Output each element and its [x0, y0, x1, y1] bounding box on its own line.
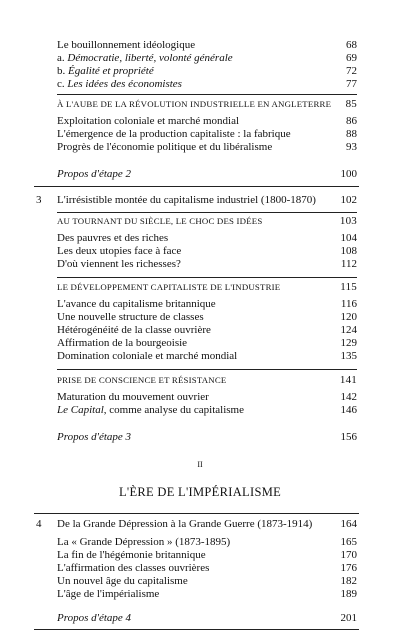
toc-entry-text: Exploitation coloniale et marché mondial	[57, 115, 240, 127]
toc-entry-page: 112	[340, 258, 357, 270]
toc-entry-page: 77	[346, 78, 357, 90]
toc-entry-text: L'émergence de la production capitaliste : la fabrique	[57, 128, 291, 140]
toc-entry	[57, 64, 357, 78]
propos-etape-page: 156	[340, 431, 357, 443]
toc-entry-page: 129	[340, 337, 357, 349]
toc-entry-text: L'âge de l'impérialisme	[57, 588, 160, 600]
toc-entry-italic: Démocratie, liberté, volonté générale	[67, 52, 233, 64]
toc-entry-page: 189	[340, 588, 357, 600]
toc-entry-text: La « Grande Dépression » (1873-1895)	[57, 536, 231, 548]
part-title: L'ÈRE DE L'IMPÉRIALISME	[118, 485, 282, 499]
section-heading-page: 115	[340, 281, 357, 293]
propos-etape-page: 100	[340, 168, 357, 180]
toc-entry-page: 142	[340, 391, 357, 403]
toc-entry-text: L'affirmation des classes ouvrières	[57, 562, 210, 574]
toc-entry-page: 69	[346, 52, 357, 64]
toc-entry	[57, 323, 357, 337]
toc-entry	[57, 257, 357, 271]
toc-entry-text: L'avance du capitalisme britannique	[57, 298, 216, 310]
toc-entry	[57, 114, 357, 128]
propos-etape-text: Propos d'étape 3	[57, 431, 132, 443]
chapter-title-row	[57, 517, 357, 531]
section-heading-text: À L'AUBE DE LA RÉVOLUTION INDUSTRIELLE EN ANGLETERRE	[57, 99, 332, 109]
toc-entry-page: 135	[340, 350, 357, 362]
toc-entry-text: Affirmation de la bourgeoisie	[57, 337, 188, 349]
toc-entry-italic: Le Capital	[57, 404, 104, 416]
toc-entry-text: c. Les idées des économistes	[57, 78, 182, 90]
chapter-page: 102	[340, 194, 357, 206]
section-heading	[57, 280, 357, 294]
toc-entry-text: D'où viennent les richesses?	[57, 258, 181, 270]
toc-entry	[57, 587, 357, 601]
section-heading-page: 103	[339, 215, 357, 227]
chapter-title: L'irrésistible montée du capitalisme industriel (1800-1870)	[57, 194, 316, 206]
toc-entry-page: 124	[340, 324, 357, 336]
toc-entry	[57, 574, 357, 588]
section-rule	[57, 277, 357, 278]
toc-entry-page: 72	[346, 65, 357, 77]
toc-entry-page: 176	[340, 562, 357, 574]
toc-entry	[57, 51, 357, 65]
toc-entry-page: 165	[340, 536, 357, 548]
toc-entry-text: Les deux utopies face à face	[57, 245, 182, 257]
toc-entry	[57, 310, 357, 324]
toc-entry-page: 86	[346, 115, 357, 127]
chapter-title: De la Grande Dépression à la Grande Guerre (1873-1914)	[57, 518, 313, 530]
toc-entry-page: 120	[340, 311, 357, 323]
toc-entry-text: Des pauvres et des riches	[57, 232, 169, 244]
propos-etape	[57, 430, 357, 444]
section-heading-text: PRISE DE CONSCIENCE ET RÉSISTANCE	[57, 375, 227, 385]
toc-entry	[57, 548, 357, 562]
toc-entry	[57, 535, 357, 549]
section-heading	[57, 373, 357, 387]
section-rule	[57, 212, 357, 213]
toc-entry-page: 88	[346, 128, 357, 140]
toc-entry-text: a. Démocratie, liberté, volonté générale	[57, 52, 233, 64]
toc-entry-text: b. Égalité et propriété	[57, 65, 154, 77]
toc-entry-page: 68	[346, 39, 357, 51]
toc-entry	[57, 561, 357, 575]
chapter-rule	[34, 186, 359, 187]
toc-entry-page: 104	[340, 232, 357, 244]
section-heading-text: LE DÉVELOPPEMENT CAPITALISTE DE L'INDUSTRIE	[57, 282, 281, 292]
toc-entry-italic: Les idées des économistes	[67, 78, 182, 90]
propos-etape	[57, 167, 357, 181]
toc-entry	[57, 244, 357, 258]
section-heading-text: AU TOURNANT DU SIÈCLE, LE CHOC DES IDÉES	[57, 216, 263, 226]
toc-entry-text: Une nouvelle structure de classes	[57, 311, 204, 323]
toc-entry-page: 170	[340, 549, 357, 561]
toc-entry	[57, 336, 357, 350]
toc-entry-page: 116	[340, 298, 357, 310]
propos-etape	[57, 611, 357, 625]
propos-etape-text: Propos d'étape 2	[57, 168, 132, 180]
section-heading	[57, 214, 357, 228]
section-rule	[57, 369, 357, 370]
chapter-rule	[34, 513, 359, 514]
toc-entry	[57, 127, 357, 141]
toc-entry-text: Le bouillonnement idéologique	[57, 39, 196, 51]
toc-entry-text: Progrès de l'économie politique et du libéralisme	[57, 141, 273, 153]
chapter-page: 164	[340, 518, 357, 530]
toc-entry-page: 93	[346, 141, 357, 153]
toc-entry-text: Maturation du mouvement ouvrier	[57, 391, 209, 403]
chapter-title-row	[57, 193, 357, 207]
part-number: II	[197, 460, 203, 469]
toc-entry	[57, 390, 357, 404]
toc-entry	[57, 231, 357, 245]
section-heading-page: 85	[345, 98, 357, 110]
chapter-number: 3	[36, 194, 42, 206]
toc-entry-page: 108	[340, 245, 357, 257]
section-heading	[57, 97, 357, 111]
propos-etape-page: 201	[340, 612, 357, 624]
toc-entry-text: La fin de l'hégémonie britannique	[57, 549, 206, 561]
toc-entry-italic: Égalité et propriété	[68, 65, 154, 77]
toc-entry-text: Hétérogénéité de la classe ouvrière	[57, 324, 211, 336]
toc-entry-page: 182	[340, 575, 357, 587]
toc-entry-text: Le Capital, comme analyse du capitalisme	[57, 404, 244, 416]
toc-entry	[57, 297, 357, 311]
toc-entry	[57, 77, 357, 91]
toc-entry	[57, 403, 357, 417]
toc-entry	[57, 140, 357, 154]
toc-entry-page: 146	[340, 404, 357, 416]
toc-entry	[57, 349, 357, 363]
chapter-rule	[34, 629, 359, 630]
propos-etape-text: Propos d'étape 4	[57, 612, 132, 624]
section-heading-page: 141	[339, 374, 357, 386]
toc-entry-text: Un nouvel âge du capitalisme	[57, 575, 188, 587]
chapter-number: 4	[36, 518, 42, 530]
section-rule	[57, 94, 357, 95]
toc-entry-text: Domination coloniale et marché mondial	[57, 350, 238, 362]
toc-entry	[57, 38, 357, 52]
